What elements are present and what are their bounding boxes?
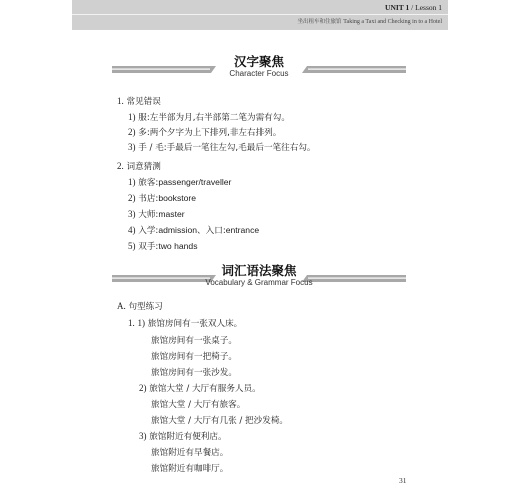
section-a-heading-text: 句型练习 (128, 302, 163, 312)
item-num: 2) (128, 193, 136, 203)
item-cn: 旅客: (138, 178, 159, 188)
item-num: 1) (128, 112, 136, 122)
item-cn: 入学: (138, 226, 159, 236)
item-text: 手 / 毛:手最后一笔往左勾,毛最后一笔往右勾。 (138, 143, 316, 153)
item-text: 多:两个夕字为上下排列,非左右排列。 (138, 128, 282, 138)
item-en: bookstore (158, 193, 197, 203)
item-num: 5) (128, 241, 136, 251)
list-item (128, 141, 316, 153)
item-num: 4) (128, 225, 136, 235)
section-a-heading (117, 300, 163, 312)
group-1-heading (117, 95, 161, 107)
vocab-focus-title-cn: 词汇语法聚焦 (221, 263, 297, 278)
sentence: 旅馆附近有咖啡厅。 (151, 464, 229, 474)
item-num: 3) (128, 209, 136, 219)
header-subtitle (298, 17, 442, 25)
header-subtitle-cn: 坐出租车和住旅馆 (297, 19, 342, 25)
sentence: 旅馆大堂 / 大厅有旅客。 (151, 400, 246, 410)
unit-label: UNIT 1 (385, 3, 410, 12)
item-en-2: entrance (225, 225, 260, 235)
item-en: master (158, 209, 185, 219)
group-1-num: 1. (117, 96, 124, 106)
sentence: 旅馆大堂 / 大厅有几张 / 把沙发椅。 (151, 416, 289, 426)
exercise-row (128, 317, 242, 329)
sentence: 旅馆房间有一张沙发。 (151, 368, 237, 378)
item-en: two hands (158, 241, 198, 251)
group-2-heading-text: 词意猜测 (126, 162, 161, 172)
exercise-num: 1. (128, 318, 135, 328)
group-2-heading (117, 160, 161, 172)
character-focus-title-cn: 汉字聚焦 (233, 54, 284, 69)
vocab-focus-title (112, 263, 406, 288)
sentence: 旅馆附近有便利店。 (149, 432, 227, 442)
header-divider (72, 14, 448, 15)
item-cn: 双手: (138, 242, 159, 252)
sentence: 旅馆大堂 / 大厅有服务人员。 (149, 384, 261, 394)
group-1-heading-text: 常见错误 (126, 97, 161, 107)
vocab-focus-title-en: Vocabulary & Grammar Focus (205, 278, 313, 287)
group-2-num: 2. (117, 161, 124, 171)
list-item (128, 240, 198, 252)
item-en: admission (158, 225, 198, 235)
list-item (128, 208, 185, 220)
running-header (72, 0, 448, 30)
item-cn-2: 、入口: (197, 226, 226, 236)
item-en: passenger/traveller (158, 177, 232, 187)
character-focus-title-en: Character Focus (229, 69, 289, 78)
exercise-row (139, 382, 261, 394)
sentence: 旅馆房间有一把椅子。 (151, 352, 237, 362)
list-item (128, 224, 259, 236)
section-a-label: A. (117, 301, 126, 311)
character-focus-title (112, 54, 406, 79)
header-subtitle-en: Taking a Taxi and Checking in to a Hotel (343, 19, 442, 25)
list-item (128, 176, 231, 188)
item-cn: 书店: (138, 194, 159, 204)
exercise-row (139, 430, 227, 442)
item-num: 3) (128, 142, 136, 152)
lesson-label: Lesson 1 (415, 3, 442, 12)
list-item (128, 111, 290, 123)
item-cn: 大师: (138, 210, 159, 220)
item-num: 3) (139, 431, 147, 441)
item-num: 1) (137, 318, 145, 328)
sentence: 旅馆房间有一张双人床。 (147, 319, 243, 329)
item-num: 2) (128, 127, 136, 137)
page-number: 31 (399, 476, 407, 485)
item-num: 1) (128, 177, 136, 187)
unit-lesson-label: UNIT 1 / Lesson 1 (385, 3, 442, 12)
sentence: 旅馆房间有一张桌子。 (151, 336, 237, 346)
list-item (128, 126, 281, 138)
item-num: 2) (139, 383, 147, 393)
list-item (128, 192, 196, 204)
sentence: 旅馆附近有早餐店。 (151, 448, 229, 458)
item-text: 服:左半部为月,右半部第二笔为需有勾。 (138, 113, 290, 123)
